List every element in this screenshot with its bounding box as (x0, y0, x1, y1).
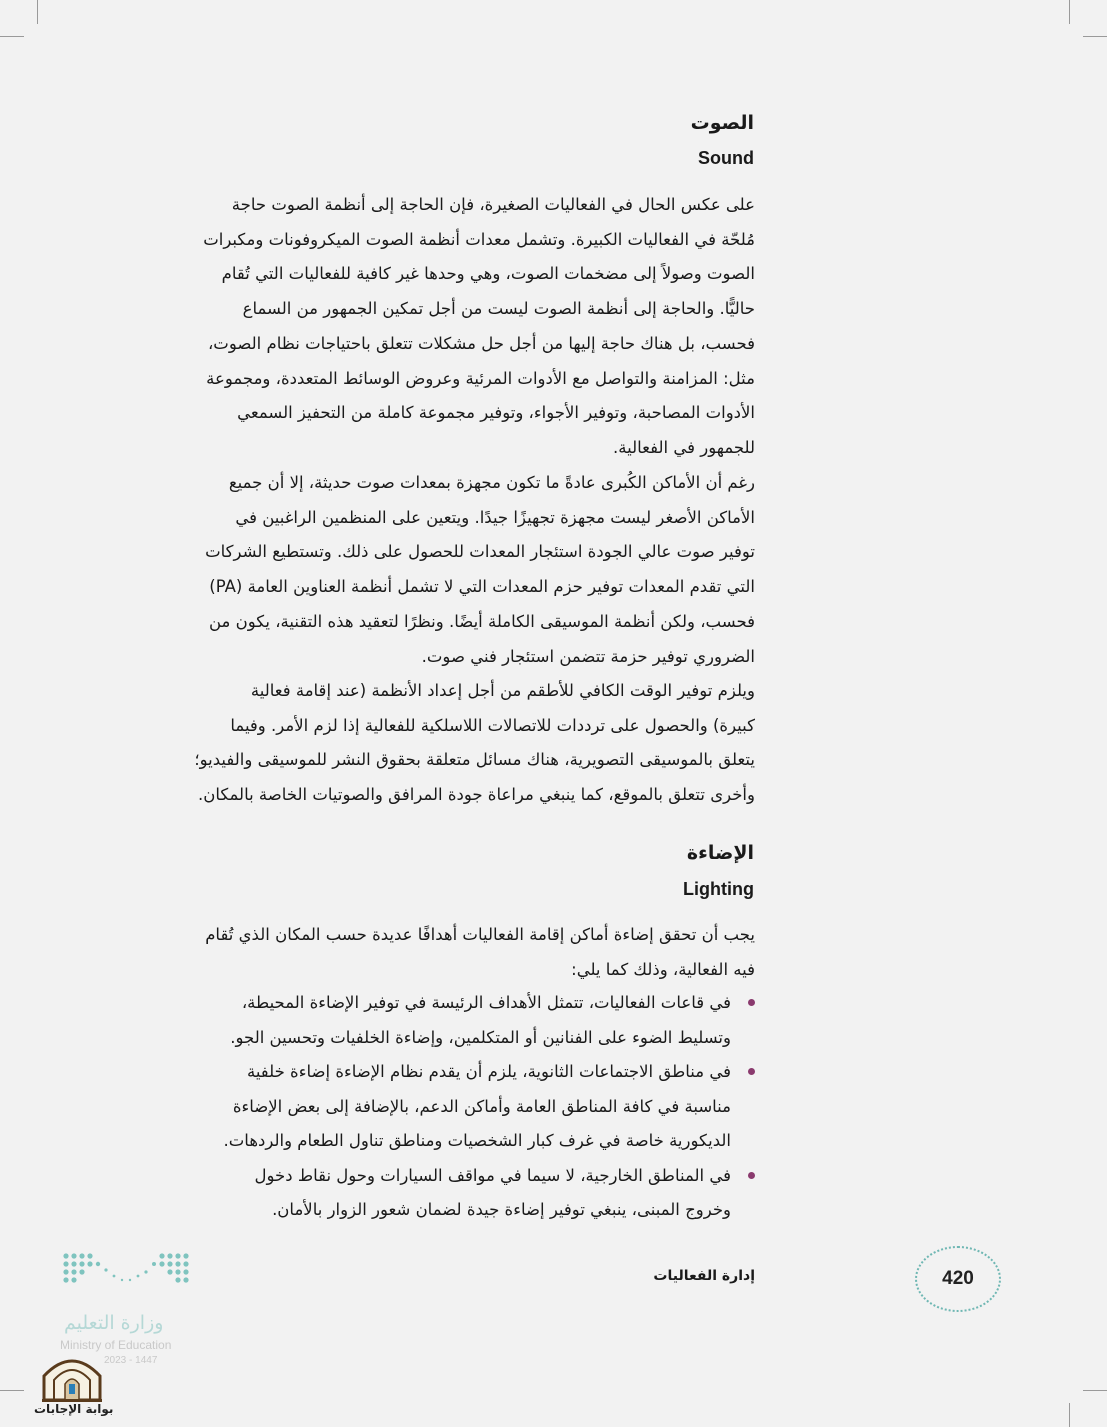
text-line: وتسليط الضوء على الفنانين أو المتكلمين، وإضاءة الخلفيات وتحسين الجو. (230, 1027, 731, 1047)
paragraph-lighting-intro (133, 918, 755, 987)
ministry-name-en: Ministry of Education (60, 1338, 172, 1352)
text-line: على عكس الحال في الفعاليات الصغيرة، فإن الحاجة إلى أنظمة الصوت حاجة (231, 195, 755, 214)
text-line: رغم أن الأماكن الكُبرى عادةً ما تكون مجهزة بمعدات صوت حديثة، إلا أن جميع (228, 473, 755, 492)
text-line: في مناطق الاجتماعات الثانوية، يلزم أن يقدم نظام الإضاءة إضاءة خلفية (246, 1062, 731, 1081)
list-item (133, 1159, 731, 1228)
ministry-year: 2023 - 1447 (104, 1355, 158, 1366)
watermark-label: بوابة الإجابات (34, 1402, 114, 1416)
text-line: الأدوات المصاحبة، وتوفير الأجواء، وتوفير مجموعة كاملة من التحفيز السمعي (237, 403, 755, 423)
text-line: فحسب، بل هناك حاجة إليها من أجل حل مشكلات تتعلق باحتياجات نظام الصوت، (207, 333, 755, 353)
text-line: فيه الفعالية، وذلك كما يلي: (571, 959, 755, 979)
crop-mark (37, 0, 38, 24)
text-line: الأماكن الأصغر ليست مجهزة تجهيزًا جيدًا. ويتعين على المنظمين الراغبين في (235, 507, 755, 527)
bullet-icon (748, 999, 755, 1006)
crop-mark (1069, 0, 1070, 24)
text-line: للجمهور في الفعالية. (613, 437, 755, 457)
text-line: حاليًّا. والحاجة إلى أنظمة الصوت ليست من أجل تمكين الجمهور من السماع (242, 299, 755, 319)
crop-mark (0, 1390, 24, 1391)
text-line: توفير صوت عالي الجودة استئجار المعدات للحصول على ذلك. وتستطيع الشركات (205, 542, 755, 562)
text-line: الضروري توفير حزمة تتضمن استئجار فني صوت. (421, 646, 755, 666)
section-title-sound-ar: الصوت (690, 112, 754, 134)
text-line: ويلزم توفير الوقت الكافي للأطقم من أجل إعداد الأنظمة (عند إقامة فعالية (250, 681, 755, 700)
crop-mark (1083, 1390, 1107, 1391)
section-title-sound-en: Sound (698, 148, 754, 168)
section-title-lighting-ar: الإضاءة (686, 842, 754, 864)
ministry-name-ar: وزارة التعليم (64, 1312, 164, 1334)
text-line: الديكورية خاصة في غرف كبار الشخصيات ومناطق تناول الطعام والردهات. (223, 1131, 731, 1150)
text-line: في المناطق الخارجية، لا سيما في مواقف السيارات وحول نقاط دخول (254, 1165, 731, 1185)
text-line: يجب أن تحقق إضاءة أماكن إقامة الفعاليات أهدافًا عديدة حسب المكان الذي تُقام (205, 925, 755, 944)
crop-mark (1069, 1403, 1070, 1427)
lighting-bullet-list (133, 986, 731, 1228)
book-title: إدارة الفعاليات (653, 1268, 755, 1284)
text-line: مثل: المزامنة والتواصل مع الأدوات المرئية وعروض الوسائط المتعددة، ومجموعة (206, 368, 755, 388)
text-line: التي تقدم المعدات توفير حزم المعدات التي لا تشمل أنظمة العناوين العامة (PA) (209, 577, 755, 597)
bullet-icon (748, 1172, 755, 1179)
list-item (133, 1055, 731, 1159)
paragraph-sound-1 (133, 188, 755, 466)
text-line: كبيرة) والحصول على ترددات للاتصالات اللاسلكية للفعالية إذا لزم الأمر. وفيما (230, 715, 755, 735)
text-line: فحسب، ولكن أنظمة الموسيقى الكاملة أيضًا. ونظرًا لتعقيد هذه التقنية، يكون من (208, 611, 755, 631)
paragraph-sound-2 (133, 466, 755, 674)
section-title-lighting-en: Lighting (683, 879, 754, 899)
text-line: يتعلق بالموسيقى التصويرية، هناك مسائل متعلقة بحقوق النشر للموسيقى والفيديو؛ (194, 750, 755, 770)
text-line: وأخرى تتعلق بالموقع، كما ينبغي مراعاة جودة المرافق والصوتيات الخاصة بالمكان. (198, 785, 755, 805)
text-line: مناسبة في كافة المناطق العامة وأماكن الدعم، بالإضافة إلى بعض الإضاءة (232, 1096, 731, 1116)
page-number: 420 (915, 1246, 1001, 1312)
paragraph-sound-3 (133, 674, 755, 813)
crop-mark (0, 36, 24, 37)
text-line: الصوت وصولاً إلى مضخمات الصوت، وهي وحدها غير كافية للفعاليات التي تُقام (221, 264, 755, 284)
list-item (133, 986, 731, 1055)
bullet-icon (748, 1068, 755, 1075)
text-line: وخروج المبنى، ينبغي توفير إضاءة جيدة لضمان شعور الزوار بالأمان. (272, 1200, 731, 1219)
text-line: مُلحّة في الفعاليات الكبيرة. وتشمل معدات أنظمة الصوت الميكروفونات ومكبرات (203, 229, 755, 249)
ministry-logo-dots-icon (60, 1250, 200, 1290)
text-line: في قاعات الفعاليات، تتمثل الأهداف الرئيسة في توفير الإضاءة المحيطة، (241, 993, 731, 1012)
crop-mark (1083, 36, 1107, 37)
